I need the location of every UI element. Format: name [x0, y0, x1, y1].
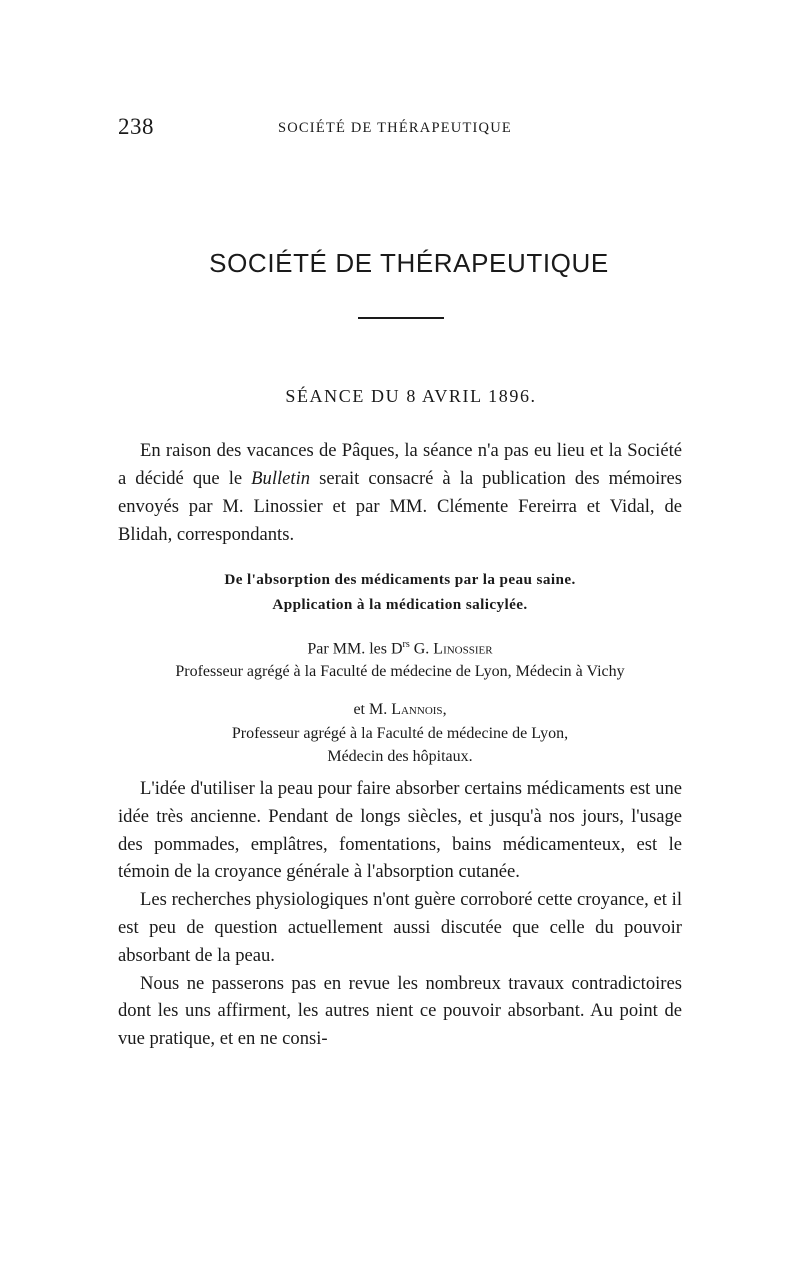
body-paragraph-2: Les recherches physiologiques n'ont guère corroboré cette croyance, et il est peu de question actuellement aussi discutée que celle du pouvoir absorbant de la peau.	[118, 889, 682, 966]
byline-comma: ,	[442, 701, 447, 718]
author-linossier: G. Linossier	[409, 640, 493, 658]
article-title-line-1: De l'absorption des médicaments par la peau saine.	[224, 571, 576, 588]
affiliation-lannois-2: Médecin des hôpitaux.	[327, 748, 473, 765]
byline-prefix: Par MM. les D	[307, 640, 403, 658]
body-paragraph-3: Nous ne passerons pas en revue les nombreux travaux contradictoires dont les uns affirment, les autres nient ce pouvoir absorbant. Au point de vue pratique, et en ne consi-	[118, 972, 682, 1050]
byline-second-author	[118, 698, 682, 769]
author-lannois: Lannois	[391, 701, 443, 718]
intro-paragraph	[118, 437, 682, 549]
byline-line-1	[100, 633, 700, 660]
byline-first-author	[100, 633, 700, 683]
article-title-line-2: Application à la médication salicylée.	[272, 596, 528, 613]
affiliation-lannois-1: Professeur agrégé à la Faculté de médecine de Lyon,	[231, 724, 569, 742]
title-rule	[358, 317, 444, 319]
intro-text-1: En raison des vacances de Pâques, la séance n'a pas eu lieu et la Société a décidé que le	[118, 440, 682, 489]
main-title: SOCIÉTÉ DE THÉRAPEUTIQUE	[209, 248, 609, 278]
running-head	[118, 114, 680, 144]
bulletin-italic: Bulletin	[251, 468, 311, 489]
byline-conj: et M.	[353, 701, 392, 718]
intro-text-2: serait consacré à la publication des mémoires envoyés par M. Linossier et par MM. Clémente Fereirra et Vidal, de Blidah, correspondants.	[118, 468, 682, 545]
body-text	[118, 775, 682, 1053]
affiliation-linossier: Professeur agrégé à la Faculté de médecine de Lyon, Médecin à Vichy	[175, 663, 625, 681]
body-paragraph-1: L'idée d'utiliser la peau pour faire absorber certains médicaments est une idée très ancienne. Pendant de longs siècles, et jusqu'à nos jours, l'usage des pommades, emplâtres, fomentations, bains médicamenteux, est le témoin de la croyance générale à l'absorption cutanée.	[118, 778, 682, 883]
byline-line-2	[118, 698, 682, 722]
page-number: 238	[118, 114, 154, 139]
article-title	[118, 567, 682, 617]
running-title: SOCIÉTÉ DE THÉRAPEUTIQUE	[278, 120, 512, 136]
session-heading: SÉANCE DU 8 AVRIL 1896.	[285, 386, 537, 406]
byline-sup: rs	[402, 639, 410, 650]
